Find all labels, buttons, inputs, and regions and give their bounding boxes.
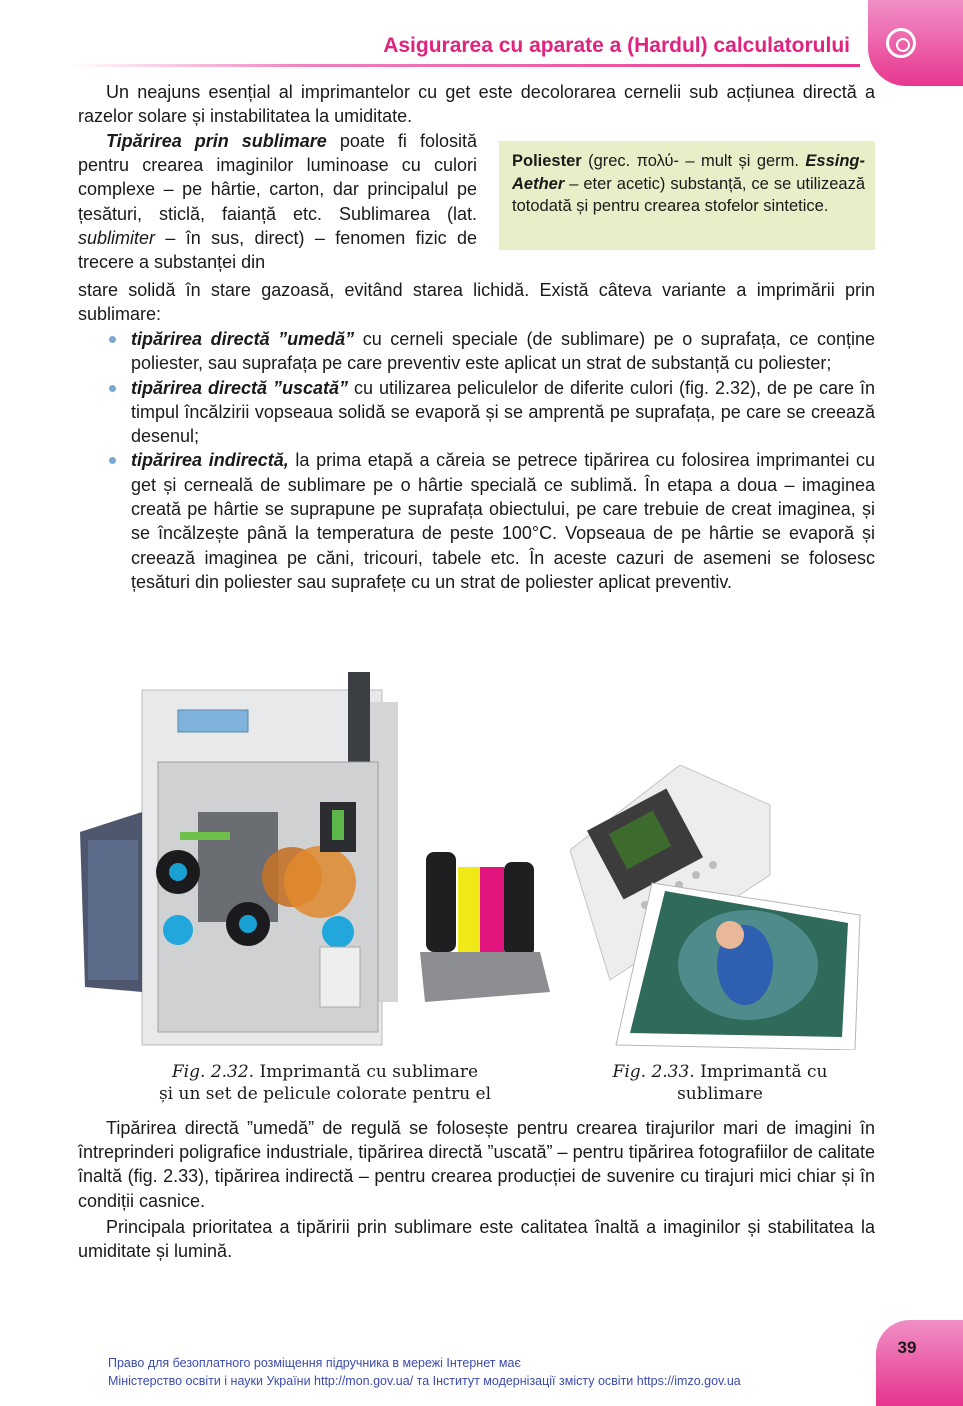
page-number-tab bbox=[876, 1320, 963, 1406]
definition-text2: – eter acetic) substanță, ce se utilizează totodată și pentru crearea stofelor sintetice. bbox=[512, 174, 865, 215]
figure-caption-2-33 bbox=[585, 1061, 855, 1105]
figure-caption-2-32 bbox=[120, 1061, 530, 1105]
figure-caption-text: Imprimantă cu sublimare bbox=[259, 1062, 479, 1082]
definition-box bbox=[499, 141, 875, 250]
bullet-icon bbox=[109, 385, 116, 392]
term-sublimation: Tipărirea prin sublimare bbox=[106, 131, 327, 151]
latin-term: sublimiter bbox=[78, 227, 156, 248]
paragraph-priority: Principala prioritatea a tipăririi prin sublimare este calitatea înaltă a imaginilor și stabilitatea la umiditate și lumină. bbox=[78, 1217, 875, 1262]
footer-license-line: Право для безоплатного розміщення підручника в мережі Інтернет має bbox=[108, 1356, 521, 1370]
disc-icon bbox=[886, 28, 916, 58]
paragraph-usage: Tipărirea directă ”umedă” de regulă se folosește pentru crearea tirajurilor mari de imagini în întreprinderi poligrafice industriale, tipărirea directă ”uscată” – pentru tipărirea fotografiilor de calitate înaltă (fig. 2.33), tipărirea indirectă – pentru crearea producției de suvenire cu tirajuri mici chiar și în condiții casnice. bbox=[78, 1118, 875, 1211]
definition-term2: Essing-Aether bbox=[512, 152, 865, 193]
figure-number: Fig. 2.32. bbox=[171, 1062, 255, 1082]
list-item-term: tipărirea directă ”umedă” bbox=[131, 329, 355, 349]
chapter-title: Asigurarea cu aparate a (Hardul) calculatorului bbox=[383, 34, 850, 57]
list-item-text: la prima etapă a căreia se petrece tipărirea cu folosirea imprimantei cu get și cerneală de sublimare pe o hârtie specială ce sublimă. În etapa a doua – imaginea creată pe hârtie se suprapune pe suprafața obiectului, pe care trebuie de creat imaginea, și se încălzește până la temperatura de peste 100°C. Vopseaua de pe hârtie se evaporă și creează imaginea pe căni, tricouri, tabele etc. În aceste cazuri de asemeni se folosesc țesături din poliester sau suprafețe cu un strat de poliester aplicat preventiv. bbox=[131, 450, 875, 592]
figure-number: Fig. 2.33. bbox=[612, 1062, 695, 1082]
list-item bbox=[107, 327, 875, 376]
page-number: 39 bbox=[897, 1338, 917, 1357]
figure-caption-text: sublimare bbox=[677, 1084, 763, 1104]
list-item-term: tipărirea indirectă, bbox=[131, 450, 289, 471]
list-item-text: cu utilizarea peliculelor de diferite culori (fig. 2.32), de pe care în timpul încălzirii vopseaua solidă se evaporă și se amprentă pe suprafața, pe care se creează desenul; bbox=[131, 377, 875, 447]
paragraph-sublimation bbox=[78, 129, 477, 274]
figure-photo-printer bbox=[570, 765, 880, 1050]
list-item bbox=[107, 448, 875, 594]
paragraph-sublimation-continued: stare solidă în stare gazoasă, evitând starea lichidă. Există câteva variante a imprimării prin sublimare: bbox=[78, 280, 875, 325]
list-item bbox=[107, 376, 875, 449]
list-item-term: tipărirea directă ”uscată” bbox=[131, 377, 349, 398]
printing-methods-list bbox=[107, 327, 875, 594]
definition-text1: (grec. πολύ- – mult și germ. bbox=[581, 152, 806, 170]
definition-term: Poliester bbox=[512, 152, 582, 170]
list-item-text: cu cerneli speciale (de sublimare) pe o suprafața, ce conține poliester, sau suprafața pe care preventiv este aplicat un strat de substanță cu poliester; bbox=[131, 329, 875, 374]
figure-caption-text: și un set de pelicule colorate pentru el bbox=[158, 1084, 492, 1104]
footer-links-line: Міністерство освіти і науки України http://mon.gov.ua/ та Інститут модернізації змісту освіти https://imzo.gov.ua bbox=[108, 1374, 741, 1388]
bullet-icon bbox=[109, 336, 116, 343]
paragraph-sublimation-text2: – în sus, direct) – fenomen fizic de trecere a substanței din bbox=[78, 227, 477, 273]
bullet-icon bbox=[109, 457, 116, 464]
figure-sublimation-printer bbox=[80, 662, 570, 1047]
header-rule bbox=[70, 64, 860, 67]
paragraph-intro: Un neajuns esențial al imprimantelor cu get este decolorarea cernelii sub acțiunea directă a razelor solare și instabilitatea la umiditate. bbox=[78, 82, 875, 127]
paragraph-sublimation-text1: poate fi folosită pentru crearea imaginilor luminoase cu culori complexe – pe hârtie, carton, dar principalul pe țesături, sticlă, faianță etc. Sublimarea (lat. bbox=[78, 131, 477, 224]
figure-caption-text: Imprimantă cu bbox=[700, 1062, 828, 1082]
